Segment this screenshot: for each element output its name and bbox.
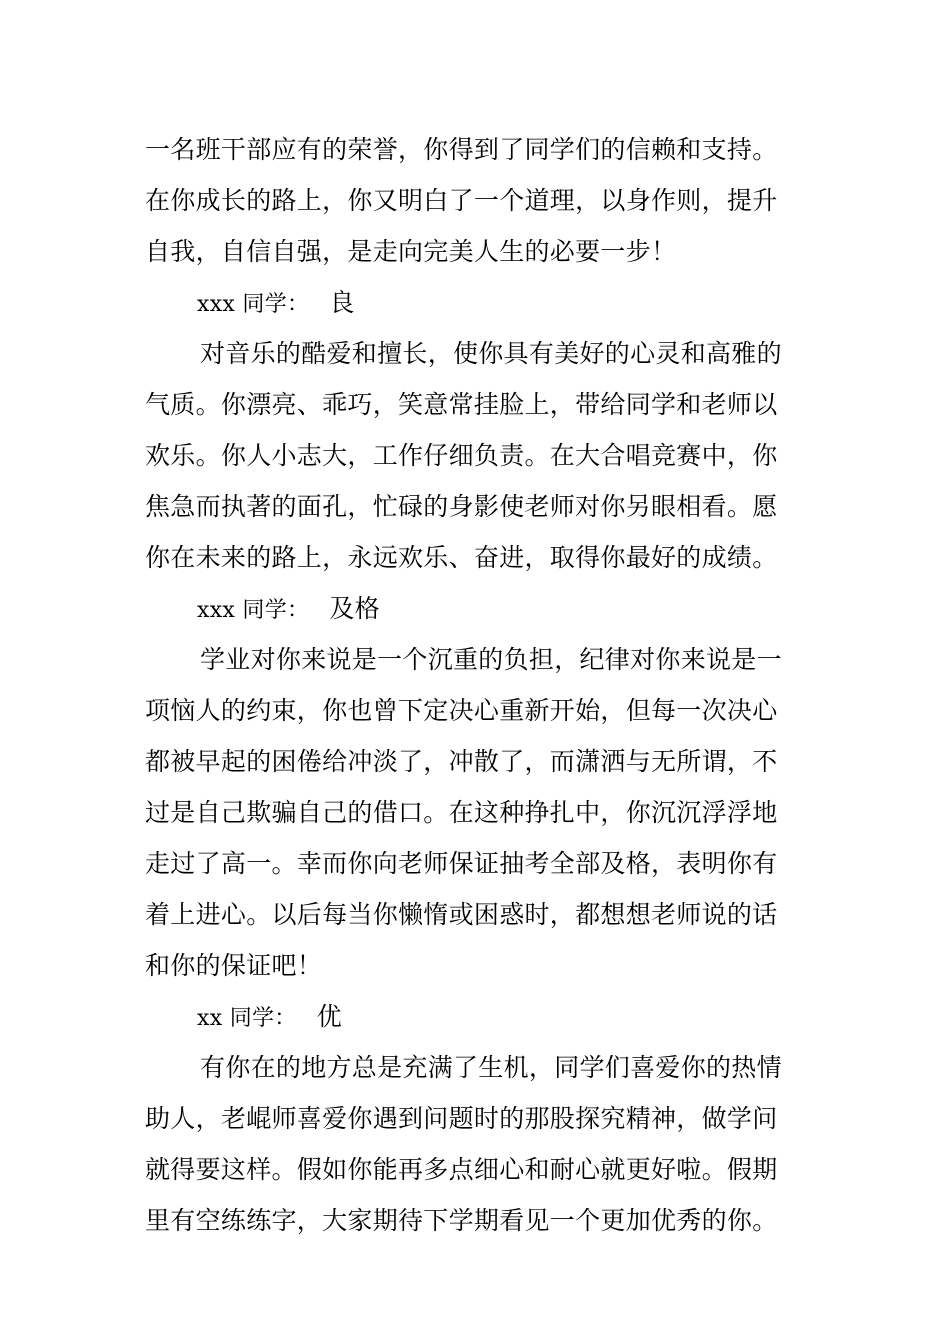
- student-grade: 及格: [329, 594, 380, 623]
- intro-line: 在你成长的路上，你又明白了一个道理，以身作则，提升: [145, 186, 778, 215]
- student-grade: 优: [316, 1002, 342, 1031]
- comment-line: 焦急而执著的面孔，忙碌的身影使老师对你另眼相看。愿: [145, 492, 778, 521]
- comment-line: 你在未来的路上，永远欢乐、奋进，取得你最好的成绩。: [145, 543, 778, 572]
- comment-line: 欢乐。你人小志大，工作仔细负责。在大合唱竞赛中，你: [145, 441, 778, 470]
- student-comment-section: [145, 583, 810, 991]
- comment-line: 和你的保证吧！: [145, 951, 323, 980]
- comment-line: 里有空练练字，大家期待下学期看见一个更加优秀的你。: [145, 1206, 778, 1235]
- comment-line: 学业对你来说是一个沉重的负担，纪律对你来说是一: [200, 645, 782, 674]
- comment-line: 对音乐的酷爱和擅长，使你具有美好的心灵和高雅的: [200, 339, 782, 368]
- student-name: xx 同学：: [197, 1006, 297, 1031]
- comment-line: 项恼人的约束，你也曾下定决心重新开始，但每一次决心: [145, 696, 778, 725]
- student-name: xxx 同学：: [197, 292, 310, 317]
- comment-line: 气质。你漂亮、乖巧，笑意常挂脸上，带给同学和老师以: [145, 390, 778, 419]
- comment-line: 助人，老崐师喜爱你遇到问题时的那股探究精神，做学问: [145, 1104, 778, 1133]
- student-grade: 良: [329, 288, 355, 317]
- student-heading: [145, 277, 810, 328]
- comment-line: 有你在的地方总是充满了生机，同学们喜爱你的热情: [200, 1053, 782, 1082]
- student-name: xxx 同学：: [197, 598, 310, 623]
- comment-line: 着上进心。以后每当你懒惰或困惑时，都想想老师说的话: [145, 900, 778, 929]
- student-comment-section: [145, 277, 810, 583]
- comment-line: 走过了高一。幸而你向老师保证抽考全部及格，表明你有: [145, 849, 778, 878]
- intro-line: 自我，自信自强，是走向完美人生的必要一步！: [145, 237, 677, 266]
- intro-line: 一名班干部应有的荣誉，你得到了同学们的信赖和支持。: [145, 135, 778, 164]
- comment-line: 过是自己欺骗自己的借口。在这种挣扎中，你沉沉浮浮地: [145, 798, 778, 827]
- student-heading: [145, 583, 810, 634]
- comment-line: 就得要这样。假如你能再多点细心和耐心就更好啦。假期: [145, 1155, 778, 1184]
- student-heading: [145, 991, 810, 1042]
- student-comment-section: [145, 991, 810, 1246]
- comment-line: 都被早起的困倦给冲淡了，冲散了，而潇洒与无所谓，不: [145, 747, 778, 776]
- document-body: [145, 124, 810, 1246]
